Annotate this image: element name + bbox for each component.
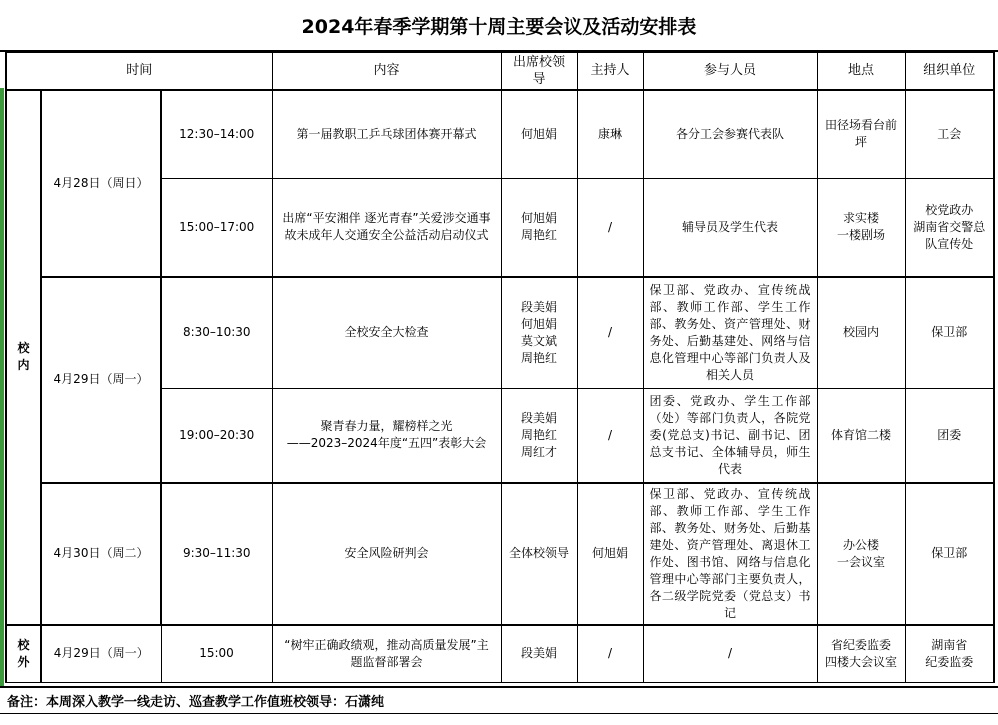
- table-row: [6, 277, 994, 389]
- organizer-cell: 保卫部: [905, 483, 994, 625]
- table-row: [6, 483, 994, 625]
- date-cell: 4月29日（周一）: [41, 625, 161, 683]
- time-cell: 12:30–14:00: [161, 90, 272, 179]
- content-cell: 安全风险研判会: [272, 483, 501, 625]
- header-location: 地点: [817, 53, 905, 90]
- time-cell: 8:30–10:30: [161, 277, 272, 389]
- header-leader: 出席校领导: [501, 53, 577, 90]
- organizer-cell: 湖南省 纪委监委: [905, 625, 994, 683]
- participants-cell: 各分工会参赛代表队: [643, 90, 817, 179]
- organizer-cell: 团委: [905, 389, 994, 483]
- left-edge-marker: [0, 88, 4, 686]
- header-organizer: 组织单位: [905, 53, 994, 90]
- host-cell: /: [577, 625, 643, 683]
- host-cell: /: [577, 389, 643, 483]
- header-participants: 参与人员: [643, 53, 817, 90]
- host-cell: 康琳: [577, 90, 643, 179]
- organizer-cell: 校党政办 湖南省交警总队宣传处: [905, 179, 994, 277]
- location-cell: 体育馆二楼: [817, 389, 905, 483]
- date-cell: 4月30日（周二）: [41, 483, 161, 625]
- footer-note: 备注：本周深入教学一线走访、巡查教学工作值班校领导：石潇纯: [0, 686, 998, 714]
- location-cell: 求实楼 一楼剧场: [817, 179, 905, 277]
- schedule-table: [5, 52, 995, 683]
- table-row: [6, 90, 994, 179]
- header-host: 主持人: [577, 53, 643, 90]
- content-cell: 出席“平安湘伴 逐光青春”关爱涉交通事故未成年人交通安全公益活动启动仪式: [272, 179, 501, 277]
- participants-cell: 辅导员及学生代表: [643, 179, 817, 277]
- host-cell: /: [577, 277, 643, 389]
- host-cell: 何旭娟: [577, 483, 643, 625]
- content-cell: 全校安全大检查: [272, 277, 501, 389]
- content-cell: “树牢正确政绩观，推动高质量发展”主题监督部署会: [272, 625, 501, 683]
- leader-cell: 何旭娟: [501, 90, 577, 179]
- header-content: 内容: [272, 53, 501, 90]
- leader-cell: 段美娟 周艳红 周红才: [501, 389, 577, 483]
- participants-cell: /: [643, 625, 817, 683]
- leader-cell: 段美娟: [501, 625, 577, 683]
- date-cell: 4月29日（周一）: [41, 277, 161, 483]
- location-cell: 校园内: [817, 277, 905, 389]
- content-cell: 第一届教职工乒乓球团体赛开幕式: [272, 90, 501, 179]
- leader-cell: 段美娟 何旭娟 莫文斌 周艳红: [501, 277, 577, 389]
- content-cell: 聚青春力量，耀榜样之光 ——2023–2024年度“五四”表彰大会: [272, 389, 501, 483]
- date-cell: 4月28日（周日）: [41, 90, 161, 277]
- time-cell: 9:30–11:30: [161, 483, 272, 625]
- time-cell: 15:00–17:00: [161, 179, 272, 277]
- location-cell: 省纪委监委 四楼大会议室: [817, 625, 905, 683]
- organizer-cell: 工会: [905, 90, 994, 179]
- leader-cell: 全体校领导: [501, 483, 577, 625]
- time-cell: 15:00: [161, 625, 272, 683]
- table-row: [6, 625, 994, 683]
- participants-cell: 保卫部、党政办、宣传统战部、教师工作部、学生工作部、教务处、资产管理处、财务处、后勤基建处、网络与信息化管理中心等部门负责人及相关人员: [643, 277, 817, 389]
- participants-cell: 保卫部、党政办、宣传统战部、教师工作部、学生工作部、教务处、财务处、后勤基建处、资产管理处、离退休工作处、图书馆、网络与信息化管理中心等部门主要负责人，各二级学院党委（党总支）书记: [643, 483, 817, 625]
- organizer-cell: 保卫部: [905, 277, 994, 389]
- participants-cell: 团委、党政办、学生工作部（处）等部门负责人，各院党委(党总支)书记、副书记、团总支书记、全体辅导员，师生代表: [643, 389, 817, 483]
- section-label-inside: 校内: [6, 90, 41, 625]
- location-cell: 办公楼 一会议室: [817, 483, 905, 625]
- section-label-outside: 校外: [6, 625, 41, 683]
- leader-cell: 何旭娟 周艳红: [501, 179, 577, 277]
- location-cell: 田径场看台前坪: [817, 90, 905, 179]
- page-title: 2024年春季学期第十周主要会议及活动安排表: [0, 0, 998, 52]
- header-time: 时间: [6, 53, 272, 90]
- time-cell: 19:00–20:30: [161, 389, 272, 483]
- host-cell: /: [577, 179, 643, 277]
- header-row: [6, 53, 994, 90]
